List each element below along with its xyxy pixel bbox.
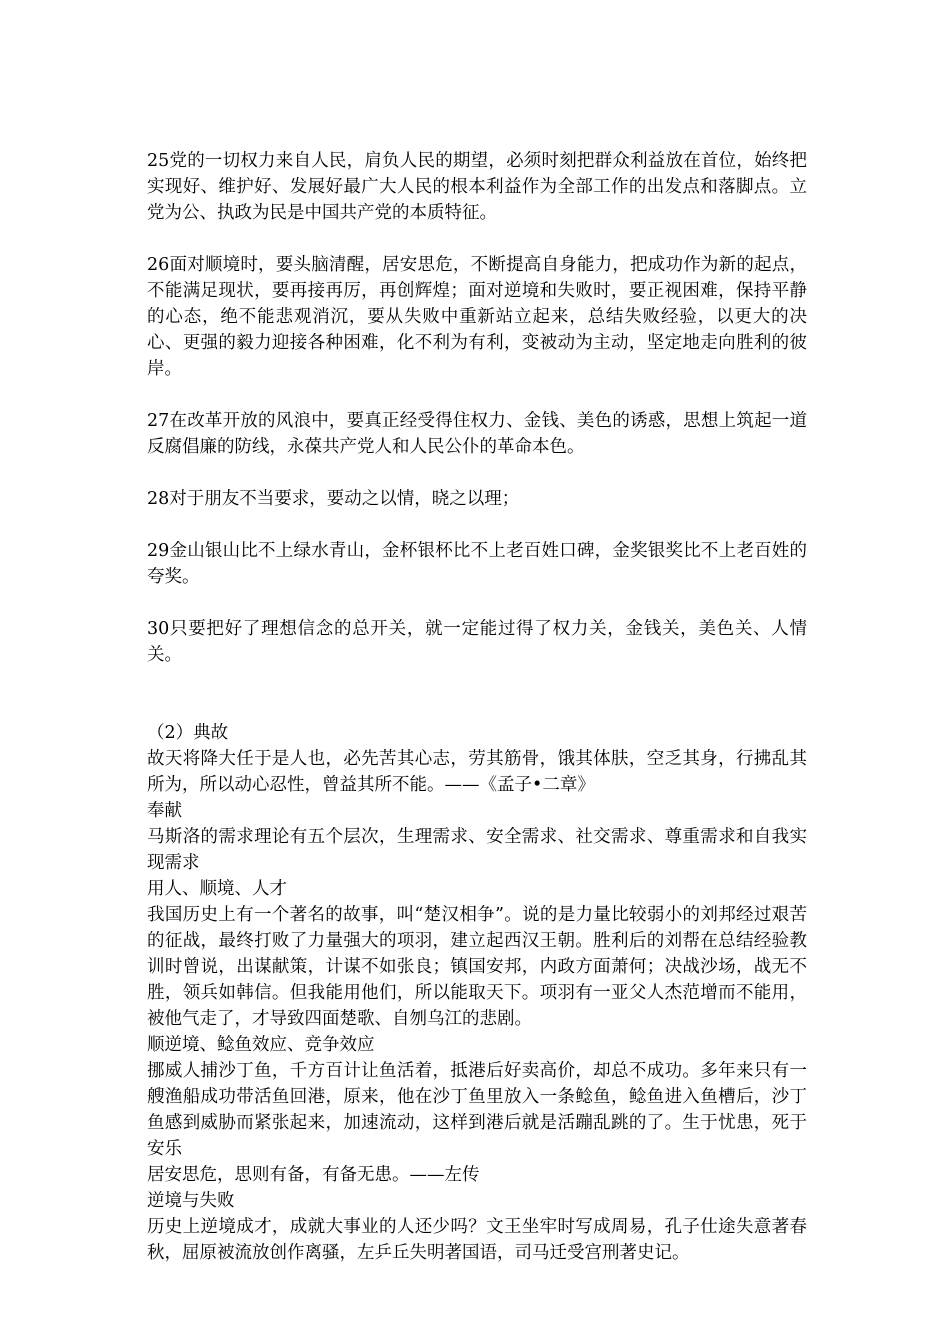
paragraph-25: 25党的一切权力来自人民，肩负人民的期望，必须时刻把群众利益放在首位，始终把实现好、维护好、发展好最广大人民的根本利益作为全部工作的出发点和落脚点。立党为公、执政为民是中国共产党的本质特征。 (147, 151, 807, 223)
topic-label-catfish: 顺逆境、鲶鱼效应、竞争效应 (147, 1035, 375, 1055)
paragraph-28: 28对于朋友不当要求，要动之以情，晓之以理； (147, 489, 520, 509)
allusion-section (147, 720, 807, 1266)
topic-label-employment: 用人、顺境、人才 (147, 879, 287, 899)
allusion-maslow: 马斯洛的需求理论有五个层次，生理需求、安全需求、社交需求、尊重需求和自我实现需求 (147, 827, 807, 873)
allusion-mencius: 故天将降大任于是人也，必先苦其心志，劳其筋骨，饿其体肤，空乏其身，行拂乱其所为，所以动心忍性，曾益其所不能。——《孟子•二章》 (147, 749, 807, 795)
paragraph-29: 29金山银山比不上绿水青山，金杯银杯比不上老百姓口碑，金奖银奖比不上老百姓的夸奖。 (147, 541, 807, 587)
paragraph-26: 26面对顺境时，要头脑清醒，居安思危，不断提高自身能力，把成功作为新的起点，不能满足现状，要再接再厉，再创辉煌；面对逆境和失败时，要正视困难，保持平静的心态，绝不能悲观消沉，要从失败中重新站立起来，总结失败经验，以更大的决心、更强的毅力迎接各种困难，化不利为有利，变被动为主动，坚定地走向胜利的彼岸。 (147, 255, 807, 379)
allusion-catfish: 挪威人捕沙丁鱼，千方百计让鱼活着，抵港后好卖高价，却总不成功。多年来只有一艘渔船成功带活鱼回港，原来，他在沙丁鱼里放入一条鲶鱼，鲶鱼进入鱼槽后，沙丁鱼感到威胁而紧张起来，加速流动，这样到港后就是活蹦乱跳的了。生于忧患，死于安乐 (147, 1061, 807, 1159)
document-page (147, 148, 807, 1266)
paragraph-30: 30只要把好了理想信念的总开关，就一定能过得了权力关，金钱关，美色关、人情关。 (147, 619, 807, 665)
paragraph-27: 27在改革开放的风浪中，要真正经受得住权力、金钱、美色的诱惑，思想上筑起一道反腐倡廉的防线，永葆共产党人和人民公仆的革命本色。 (147, 411, 807, 457)
allusion-chu-han: 我国历史上有一个著名的故事，叫“楚汉相争”。说的是力量比较弱小的刘邦经过艰苦的征战，最终打败了力量强大的项羽，建立起西汉王朝。胜利后的刘帮在总结经验教训时曾说，出谋献策，计谋不如张良；镇国安邦，内政方面萧何；决战沙场，战无不胜，领兵如韩信。但我能用他们，所以能取天下。项羽有一亚父人杰范增而不能用，被他气走了，才导致四面楚歌、自刎乌江的悲剧。 (147, 905, 807, 1029)
section-heading: （2）典故 (147, 723, 229, 743)
allusion-zuozhuan: 居安思危，思则有备，有备无患。——左传 (147, 1165, 480, 1185)
topic-label-dedication: 奉献 (147, 801, 182, 821)
topic-label-adversity: 逆境与失败 (147, 1191, 235, 1211)
allusion-adversity: 历史上逆境成才，成就大事业的人还少吗？文王坐牢时写成周易，孔子仕途失意著春秋，屈原被流放创作离骚，左乒丘失明著国语，司马迁受宫刑著史记。 (147, 1217, 807, 1263)
